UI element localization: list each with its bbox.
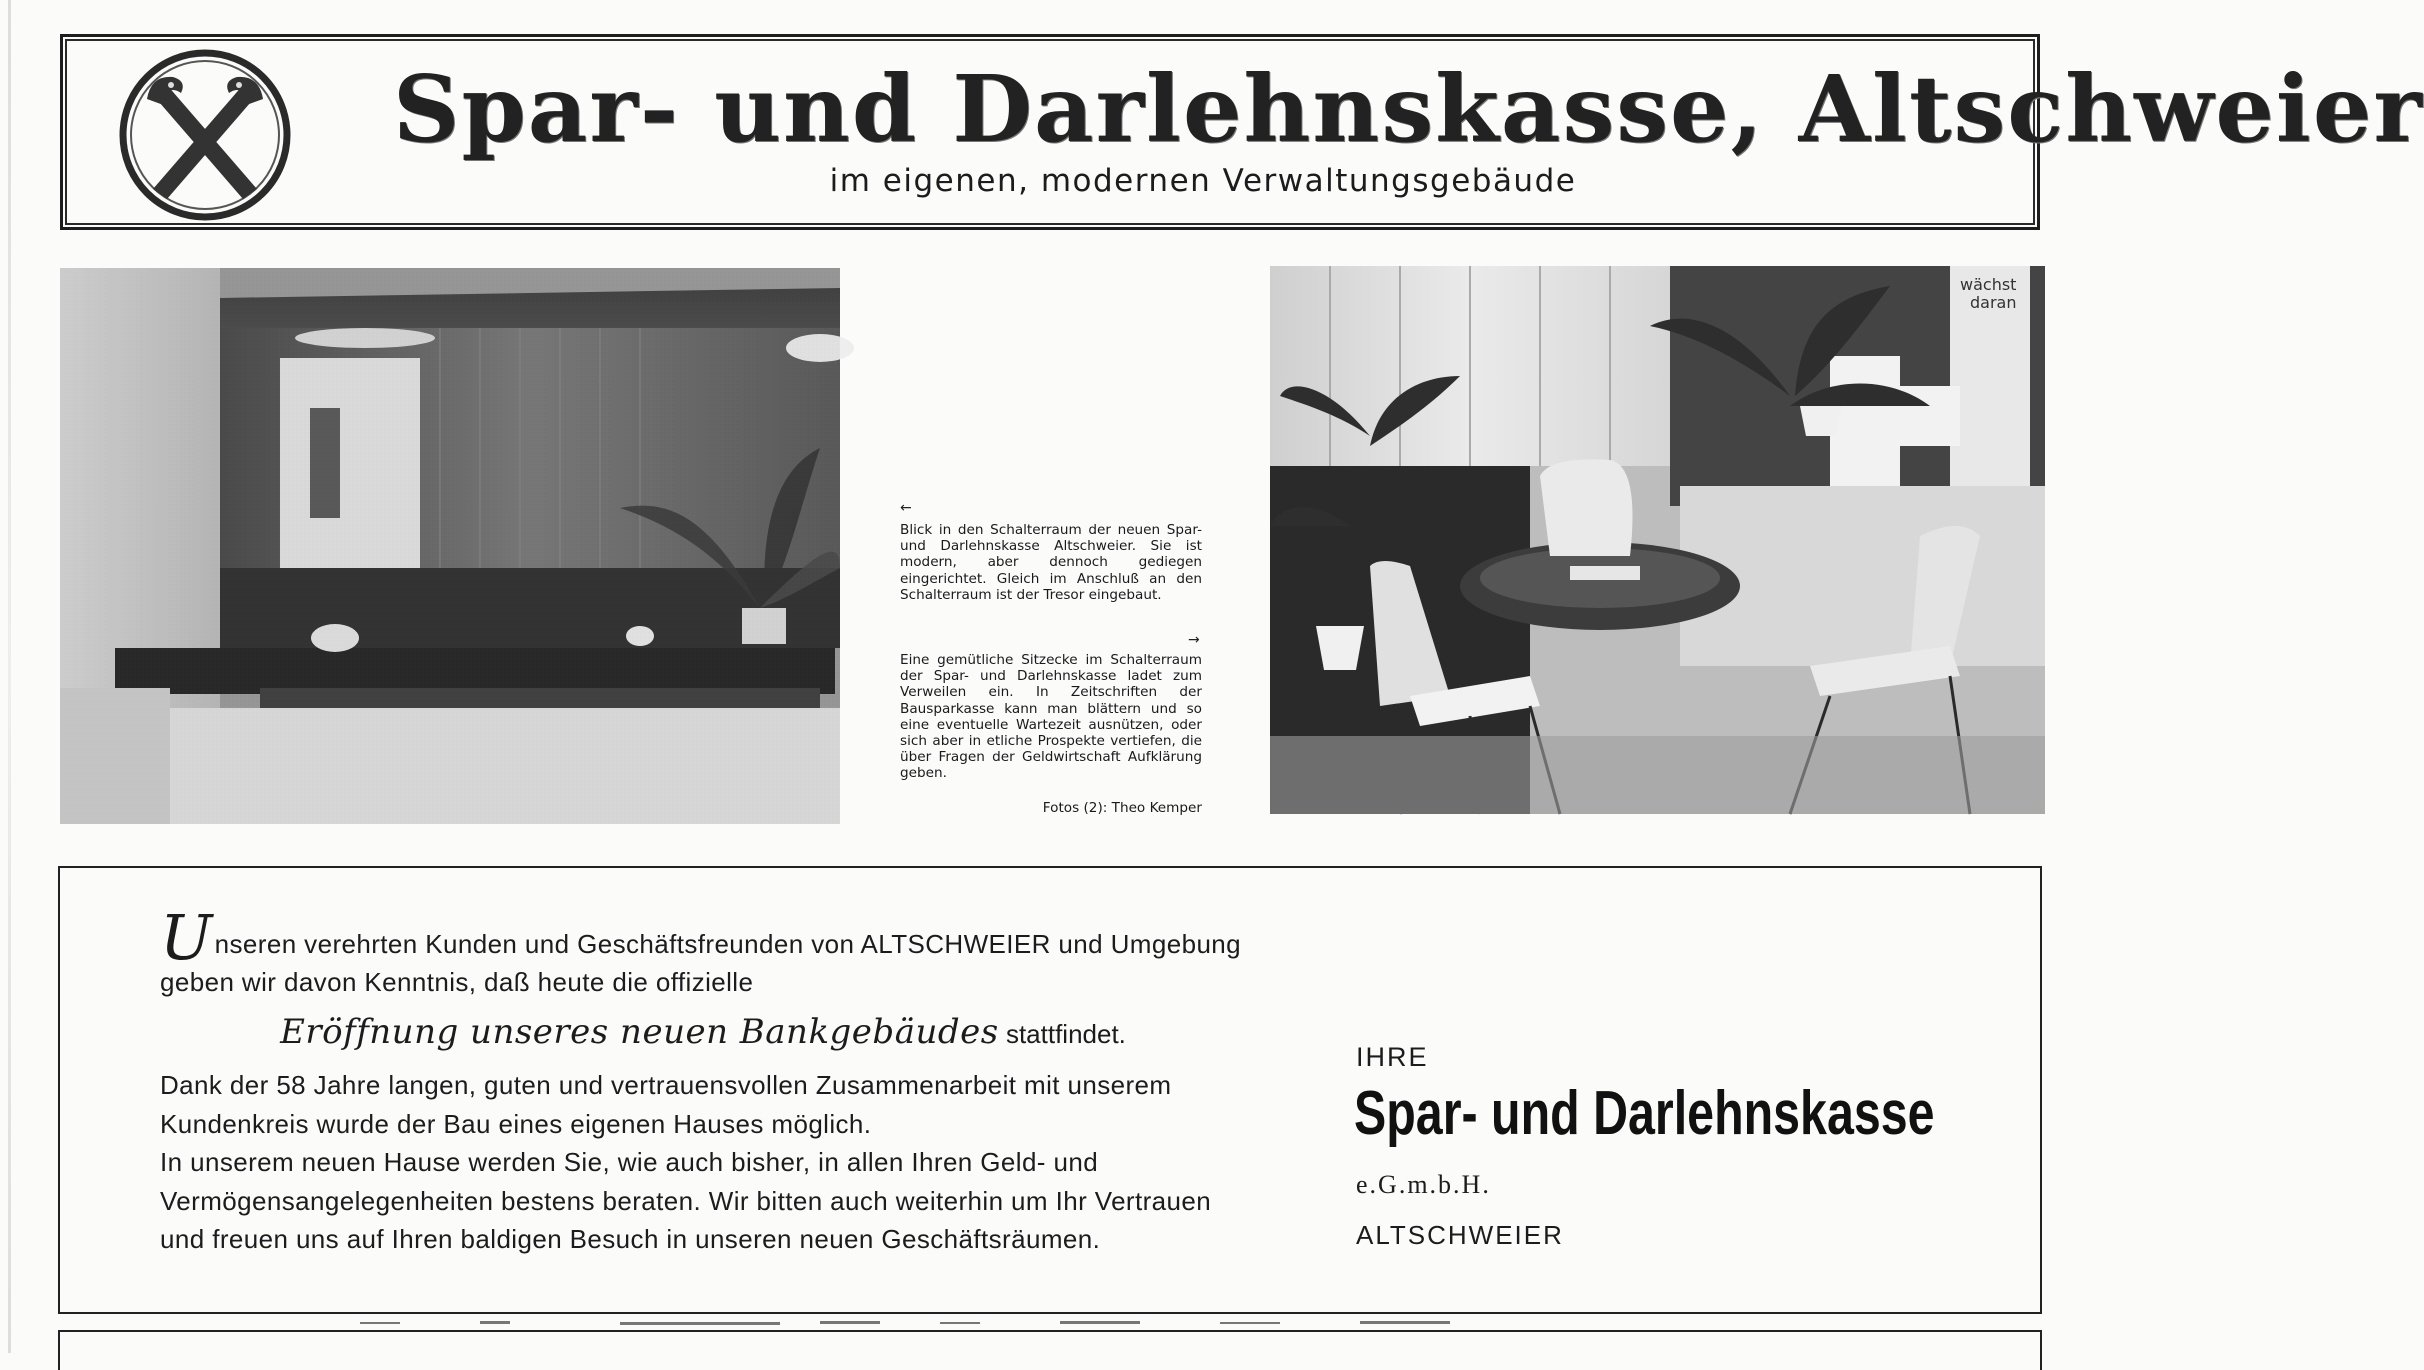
photo-counter-room — [60, 268, 840, 824]
signature-place: ALTSCHWEIER — [1356, 1220, 1564, 1250]
signature-lead: IHRE — [1356, 1042, 1429, 1072]
header-subtitle: im eigenen, modernen Verwaltungsgebäude — [829, 163, 1577, 199]
raiffeisen-logo-icon — [117, 47, 293, 223]
caption-arrow-right-icon: → — [1188, 632, 1200, 648]
signature-name: Spar- und Darlehnskasse — [1354, 1079, 1935, 1148]
bottom-print-residue — [360, 1320, 1560, 1326]
announcement-body — [160, 1066, 1246, 1259]
next-ad-box — [58, 1330, 2042, 1370]
opening-line — [160, 1012, 1246, 1052]
announcement-initial: U — [160, 901, 213, 974]
wall-sign-text: wächst — [1960, 275, 2017, 294]
caption-arrow-left-icon: ← — [900, 500, 912, 516]
caption-counter-room: Blick in den Schalterraum der neuen Spar- und Darlehnskasse Altschweier. Sie ist modern, aber dennoch gediegen eingerichtet. Gleich im Anschluß an den Schalterraum ist der Tresor eingebaut. — [900, 522, 1202, 603]
announcement-intro — [160, 901, 1246, 1001]
opening-tail: stattfindet. — [1005, 1019, 1126, 1049]
caption-seating-corner: Eine gemütliche Sitzecke im Schalterraum der Spar- und Darlehnskasse ladet zum Verweilen ein. In Zeitschriften der Bausparkasse kann man blättern und so eine eventuelle Wartezeit ausnützen, oder sich aber in etliche Prospekte vertiefen, die über Fragen der Geldwirtschaft Aufklärung geben. — [900, 652, 1202, 782]
announcement-paragraph-2: Dank der 58 Jahre langen, guten und vertrauensvollen Zusammenarbeit mit unserem Kundenkreis wurde der Bau eines eigenen Hauses möglich. — [160, 1070, 1172, 1139]
header-box — [60, 34, 2424, 230]
photo-credit: Fotos (2): Theo Kemper — [1042, 800, 1202, 816]
scan-edge — [8, 0, 11, 1353]
signature-legal-form: e.G.m.b.H. — [1356, 1170, 1491, 1199]
opening-headline: Eröffnung unseres neuen Bankgebäudes — [280, 1012, 999, 1052]
announcement-paragraph-3: In unserem neuen Hause werden Sie, wie auch bisher, in allen Ihren Geld- und Vermögensangelegenheiten bestens beraten. Wir bitten auch weiterhin um Ihr Vertrauen und freuen uns auf Ihren baldigen Besuch in unseren neuen Geschäftsräumen. — [160, 1147, 1212, 1254]
svg-text:daran: daran — [1970, 293, 2017, 312]
header-title: Spar- und Darlehnskasse, Altschweier — [393, 55, 2424, 163]
photo-seating-corner — [1270, 266, 2045, 814]
announcement-intro-text: nseren verehrten Kunden und Geschäftsfreunden von ALTSCHWEIER und Umgebung geben wir davon Kenntnis, daß heute die offizielle — [160, 929, 1242, 997]
